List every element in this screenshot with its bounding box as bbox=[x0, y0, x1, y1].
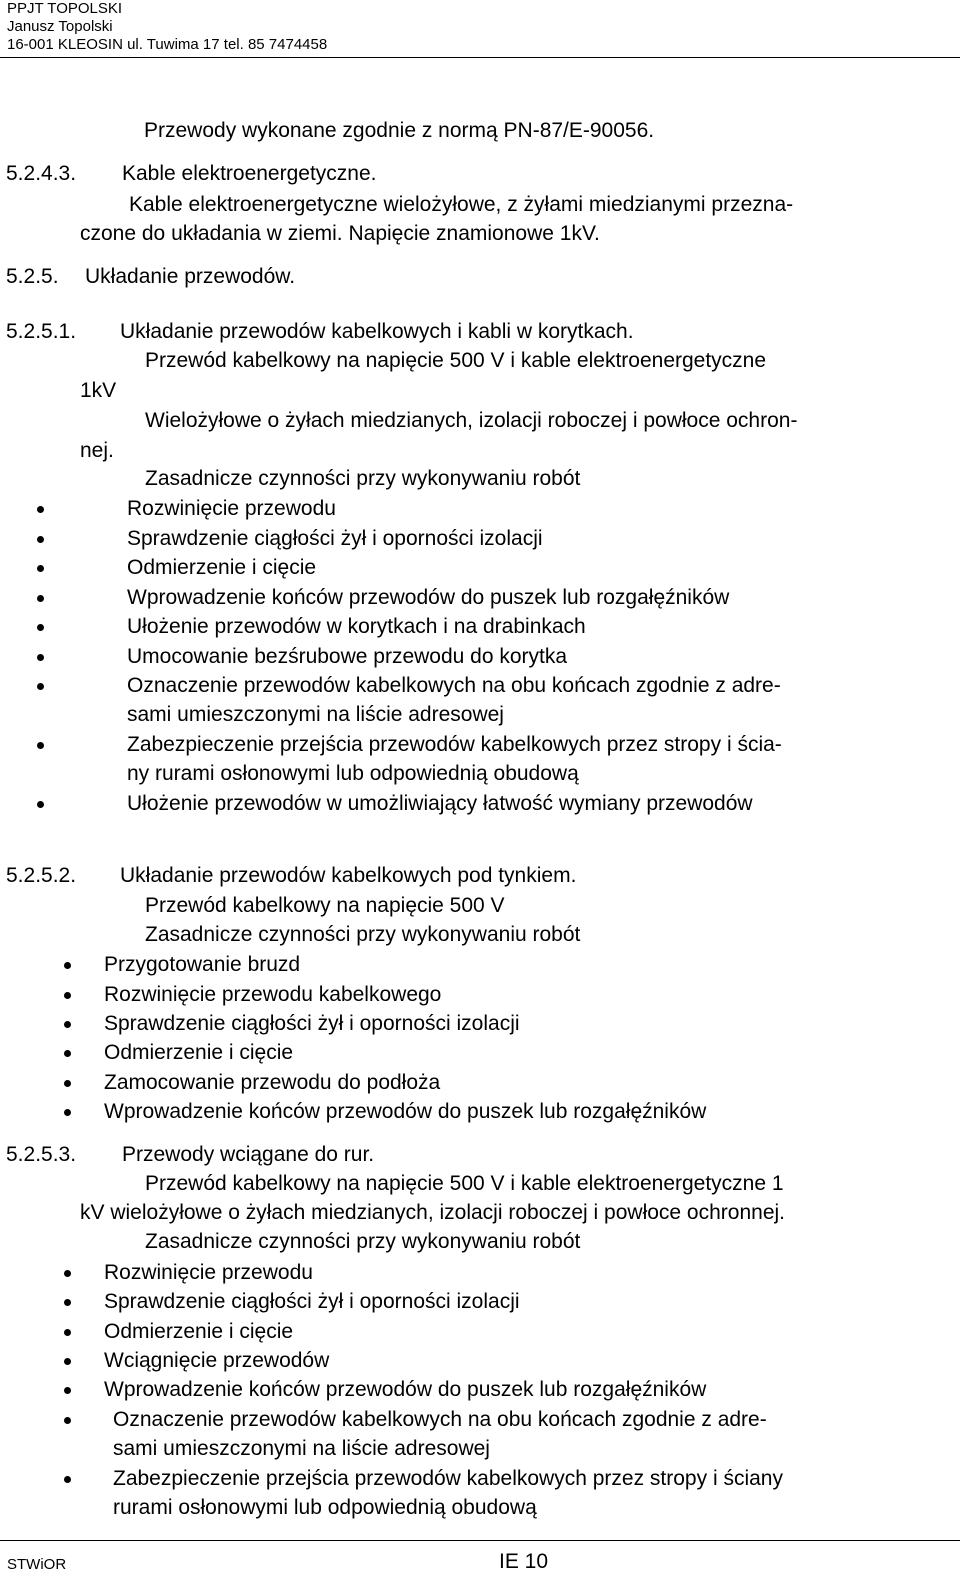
section-5252-text: Przewód kabelkowy na napięcie 500 V bbox=[145, 894, 505, 917]
list-item: Rozwinięcie przewodu bbox=[127, 497, 336, 520]
bullet-icon bbox=[37, 624, 44, 631]
bullet-icon bbox=[37, 742, 44, 749]
page-number: IE 10 bbox=[499, 1550, 549, 1573]
section-5251-text: Przewód kabelkowy na napięcie 500 V i kable elektroenergetyczne bbox=[145, 349, 767, 372]
bullet-icon bbox=[64, 1417, 71, 1424]
bullet-icon bbox=[37, 654, 44, 661]
list-item: Sprawdzenie ciągłości żył i oporności izolacji bbox=[104, 1012, 520, 1035]
list-item: Wprowadzenie końców przewodów do puszek lub rozgałęźników bbox=[127, 586, 730, 609]
list-item: Wprowadzenie końców przewodów do puszek lub rozgałęźników bbox=[104, 1100, 707, 1123]
list-item: Przygotowanie bruzd bbox=[104, 953, 301, 976]
bullet-icon bbox=[64, 1358, 71, 1365]
section-5253-text: kV wielożyłowe o żyłach miedzianych, izolacji roboczej i powłoce ochronnej. bbox=[80, 1201, 785, 1224]
section-5243-text: Kable elektroenergetyczne wielożyłowe, z żyłami miedzianymi przezna- bbox=[129, 193, 794, 216]
bullet-icon bbox=[37, 506, 44, 513]
bullet-icon bbox=[37, 683, 44, 690]
list-item: Sprawdzenie ciągłości żył i oporności izolacji bbox=[104, 1290, 520, 1313]
bullet-icon bbox=[64, 1299, 71, 1306]
bullet-icon bbox=[64, 1109, 71, 1116]
list-item: Zabezpieczenie przejścia przewodów kabelkowych przez stropy i ściany bbox=[113, 1467, 783, 1490]
section-525-number: 5.2.5. bbox=[6, 265, 59, 288]
list-item: Odmierzenie i cięcie bbox=[104, 1320, 294, 1343]
list-item-continuation: ny rurami osłonowymi lub odpowiednią obudową bbox=[127, 762, 579, 785]
bullet-icon bbox=[37, 595, 44, 602]
section-5253-text: Przewód kabelkowy na napięcie 500 V i kable elektroenergetyczne 1 bbox=[145, 1172, 784, 1195]
list-item: Ułożenie przewodów w korytkach i na drabinkach bbox=[127, 615, 586, 638]
header-address: 16-001 KLEOSIN ul. Tuwima 17 tel. 85 7474458 bbox=[7, 36, 328, 53]
bullet-icon bbox=[64, 1080, 71, 1087]
list-item: Rozwinięcie przewodu bbox=[104, 1261, 313, 1284]
list-item: Oznaczenie przewodów kabelkowych na obu końcach zgodnie z adre- bbox=[127, 674, 781, 697]
footer-rule bbox=[0, 1540, 960, 1541]
section-5243-title: Kable elektroenergetyczne. bbox=[122, 162, 377, 185]
bullet-icon bbox=[64, 1476, 71, 1483]
list-item: Odmierzenie i cięcie bbox=[127, 556, 317, 579]
section-5251-title: Układanie przewodów kabelkowych i kabli w korytkach. bbox=[120, 320, 634, 343]
section-5253-number: 5.2.5.3. bbox=[6, 1143, 77, 1166]
list-item: Umocowanie bezśrubowe przewodu do korytka bbox=[127, 645, 568, 668]
list-item: Sprawdzenie ciągłości żył i oporności izolacji bbox=[127, 527, 543, 550]
footer-label: STWiOR bbox=[7, 1556, 67, 1573]
header-name: Janusz Topolski bbox=[7, 18, 113, 35]
section-5251-text: nej. bbox=[80, 439, 114, 462]
section-5243-number: 5.2.4.3. bbox=[6, 162, 77, 185]
list-item: Odmierzenie i cięcie bbox=[104, 1041, 294, 1064]
intro-text: Przewody wykonane zgodnie z normą PN-87/E-90056. bbox=[144, 119, 655, 142]
list-item-continuation: sami umieszczonymi na liście adresowej bbox=[113, 1437, 490, 1460]
list-item: Wciągnięcie przewodów bbox=[104, 1349, 330, 1372]
list-item: Wprowadzenie końców przewodów do puszek lub rozgałęźników bbox=[104, 1378, 707, 1401]
bullet-icon bbox=[37, 801, 44, 808]
bullet-icon bbox=[37, 565, 44, 572]
section-5251-number: 5.2.5.1. bbox=[6, 320, 77, 343]
section-5253-heading: Zasadnicze czynności przy wykonywaniu robót bbox=[145, 1230, 581, 1253]
section-5251-text: Wielożyłowe o żyłach miedzianych, izolacji roboczej i powłoce ochron- bbox=[145, 409, 798, 432]
section-5252-heading: Zasadnicze czynności przy wykonywaniu robót bbox=[145, 923, 581, 946]
bullet-icon bbox=[64, 1270, 71, 1277]
bullet-icon bbox=[64, 1329, 71, 1336]
section-5243-text: czone do układania w ziemi. Napięcie znamionowe 1kV. bbox=[80, 222, 600, 245]
list-item: Zabezpieczenie przejścia przewodów kabelkowych przez stropy i ścia- bbox=[127, 733, 782, 756]
list-item: Zamocowanie przewodu do podłoża bbox=[104, 1071, 441, 1094]
bullet-icon bbox=[64, 1021, 71, 1028]
bullet-icon bbox=[64, 1387, 71, 1394]
list-item: Ułożenie przewodów w umożliwiający łatwość wymiany przewodów bbox=[127, 792, 753, 815]
bullet-icon bbox=[64, 962, 71, 969]
list-item-continuation: sami umieszczonymi na liście adresowej bbox=[127, 703, 504, 726]
section-5253-title: Przewody wciągane do rur. bbox=[122, 1143, 375, 1166]
section-5251-heading: Zasadnicze czynności przy wykonywaniu robót bbox=[145, 467, 581, 490]
list-item: Rozwinięcie przewodu kabelkowego bbox=[104, 983, 442, 1006]
list-item: Oznaczenie przewodów kabelkowych na obu końcach zgodnie z adre- bbox=[113, 1408, 767, 1431]
header-company: PPJT TOPOLSKI bbox=[7, 0, 123, 17]
section-5252-title: Układanie przewodów kabelkowych pod tynkiem. bbox=[120, 864, 577, 887]
section-5252-number: 5.2.5.2. bbox=[6, 864, 77, 887]
bullet-icon bbox=[64, 992, 71, 999]
header-rule bbox=[0, 57, 960, 58]
bullet-icon bbox=[37, 536, 44, 543]
section-525-title: Układanie przewodów. bbox=[85, 265, 296, 288]
list-item-continuation: rurami osłonowymi lub odpowiednią obudową bbox=[113, 1496, 537, 1519]
bullet-icon bbox=[64, 1050, 71, 1057]
section-5251-text: 1kV bbox=[80, 379, 117, 402]
